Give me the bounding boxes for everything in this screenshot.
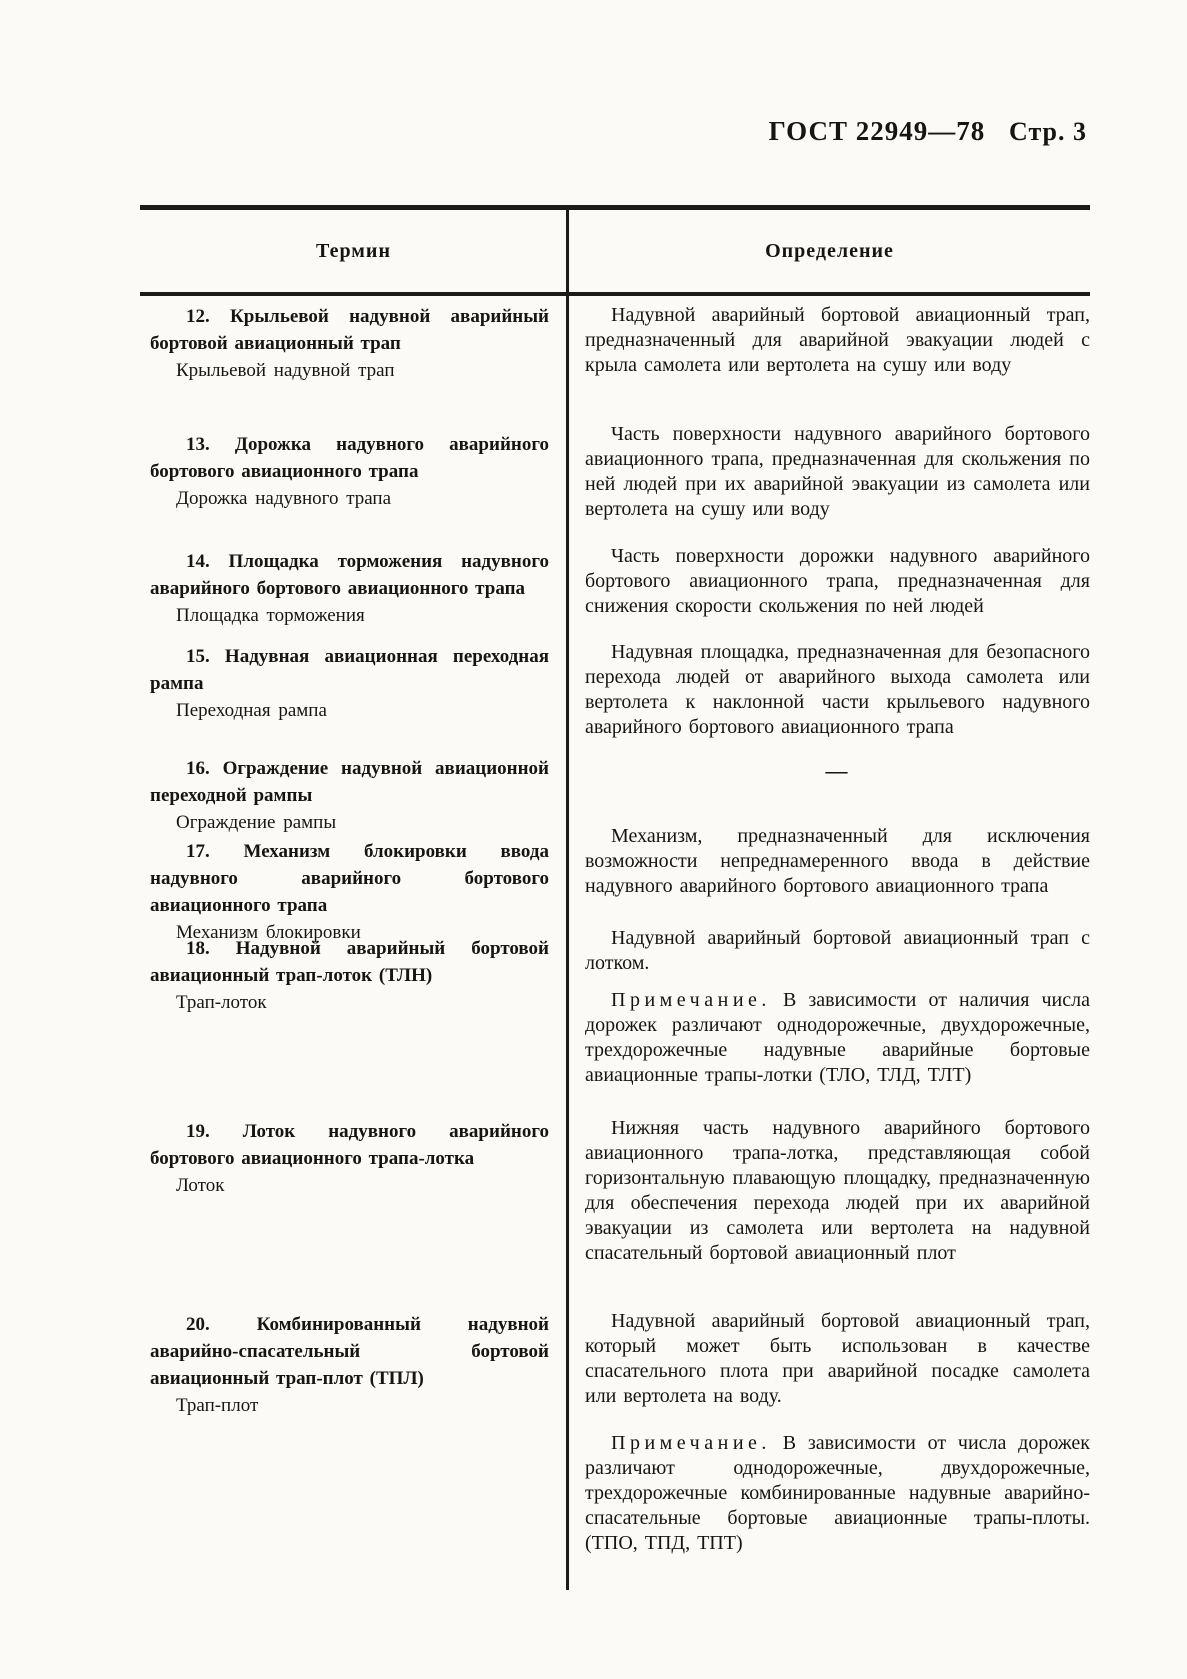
definition-note xyxy=(585,988,1090,1088)
definition-cell-14 xyxy=(585,544,1090,619)
term-name: Надувная авиационная переходная рампа xyxy=(150,646,549,694)
header-separator xyxy=(140,292,1090,296)
term-name: Механизм блокировки ввода надувного аварийного бортового авиационного трапа xyxy=(150,841,549,916)
term-short-form: Механизм блокировки xyxy=(176,922,361,943)
term-number: 20. xyxy=(186,1314,210,1335)
term-name: Крыльевой надувной аварийный бортовой авиационный трап xyxy=(150,306,550,354)
term-number: 18. xyxy=(186,938,210,959)
column-header-definition: Определение xyxy=(765,239,894,262)
definition-text: Надувной аварийный бортовой авиационный трап с лотком. xyxy=(585,927,1090,974)
term-name: Дорожка надувного аварийного бортового авиационного трапа xyxy=(150,434,549,482)
definition-text: Часть поверхности дорожки надувного аварийного бортового авиационного трапа, предназначенная для снижения скорости скольжения по ней людей xyxy=(585,545,1090,617)
definition-text: Надувная площадка, предназначенная для безопасного перехода людей от аварийного выхода самолета или вертолета к наклонной части крыльевого надувного аварийного бортового авиационного трапа xyxy=(585,641,1090,738)
definition-cell-12 xyxy=(585,303,1090,378)
definition-cell-15 xyxy=(585,640,1090,740)
term-short-form: Площадка торможения xyxy=(176,605,365,626)
page-header xyxy=(769,116,1087,147)
term-title xyxy=(150,1311,549,1392)
term-short-form: Лоток xyxy=(176,1175,225,1196)
definition-cell-20 xyxy=(585,1309,1090,1556)
definition-text: Нижняя часть надувного аварийного бортового авиационного трапа-лотка, представляющая собой горизонтальную плавающую площадку, предназначенную для обеспечения перехода людей при их аварийной эвакуации из самолета или вертолета на надувной спасательный бортовой авиационный плот xyxy=(585,1117,1090,1264)
term-short-form: Трап-плот xyxy=(176,1395,259,1416)
definition-note xyxy=(585,1431,1090,1556)
term-short-form: Трап-лоток xyxy=(176,992,267,1013)
term-cell-19 xyxy=(140,1118,567,1199)
term-short-form: Дорожка надувного трапа xyxy=(176,488,392,509)
note-label: Примечание. xyxy=(611,1432,771,1454)
term-title xyxy=(150,935,549,989)
term-title xyxy=(150,431,549,485)
term-name: Комбинированный надувной аварийно-спасательный бортовой авиационный трап-плот (ТПЛ) xyxy=(150,1314,549,1389)
note-label: Примечание. xyxy=(611,989,771,1011)
term-short-form: Переходная рампа xyxy=(176,700,327,721)
definition-text: Механизм, предназначенный для исключения возможности непреднамеренного ввода в действие надувного аварийного бортового авиационного трапа xyxy=(585,825,1090,897)
definition-cell-13 xyxy=(585,422,1090,522)
term-short-form: Ограждение рампы xyxy=(176,812,337,833)
definition-cell-16: — xyxy=(825,758,850,783)
term-cell-14 xyxy=(140,548,567,629)
term-title xyxy=(150,548,549,602)
term-number: 14. xyxy=(186,551,210,572)
term-cell-15 xyxy=(140,643,567,724)
definition-text: Надувной аварийный бортовой авиационный трап, предназначенный для аварийной эвакуации людей с крыла самолета или вертолета на сушу или воду xyxy=(585,304,1090,376)
term-cell-12 xyxy=(140,303,567,384)
terms-table xyxy=(140,205,1090,1670)
definition-cell-17 xyxy=(585,824,1090,899)
term-name: Лоток надувного аварийного бортового авиационного трапа-лотка xyxy=(150,1121,549,1169)
term-number: 16. xyxy=(186,758,210,779)
term-title xyxy=(150,643,549,697)
term-title xyxy=(150,838,549,919)
term-cell-13 xyxy=(140,431,567,512)
page-number: Стр. 3 xyxy=(1009,117,1087,146)
term-number: 15. xyxy=(186,646,210,667)
term-cell-16 xyxy=(140,755,567,836)
term-title xyxy=(150,755,549,809)
term-name: Ограждение надувной авиационной переходной рампы xyxy=(150,758,550,806)
term-name: Площадка торможения надувного аварийного бортового авиационного трапа xyxy=(150,551,550,599)
term-title xyxy=(150,1118,549,1172)
note-text: В зависимости от числа дорожек различают однодорожечные, двухдорожечные, трехдорожечные комбинированные надувные аварийно-спасательные бортовые авиационные трапы-плоты. (ТПО, ТПД, ТПТ) xyxy=(585,1432,1090,1554)
standard-number: ГОСТ 22949—78 xyxy=(768,116,986,146)
term-number: 19. xyxy=(186,1121,210,1142)
term-cell-17 xyxy=(140,838,567,946)
definition-cell-19 xyxy=(585,1116,1090,1266)
term-number: 17. xyxy=(186,841,210,862)
column-header-term: Термин xyxy=(316,239,391,262)
definition-text: Надувной аварийный бортовой авиационный трап, который может быть использован в качестве спасательного плота при аварийной посадке самолета или вертолета на воду. xyxy=(585,1310,1090,1407)
term-cell-20 xyxy=(140,1311,567,1419)
term-number: 12. xyxy=(186,306,210,327)
term-cell-18 xyxy=(140,935,567,1016)
term-short-form: Крыльевой надувной трап xyxy=(176,360,395,381)
definition-cell-18 xyxy=(585,926,1090,1088)
term-title xyxy=(150,303,549,357)
term-number: 13. xyxy=(186,434,210,455)
definition-text: Часть поверхности надувного аварийного бортового авиационного трапа, предназначенная для скольжения по ней людей при их аварийной эвакуации из самолета или вертолета на сушу или воду xyxy=(585,423,1090,520)
term-name: Надувной аварийный бортовой авиационный трап-лоток (ТЛН) xyxy=(150,938,549,986)
note-text: В зависимости от наличия числа дорожек различают однодорожечные, двухдорожечные, трехдорожечные надувные аварийные бортовые авиационные трапы-лотки (ТЛО, ТЛД, ТЛТ) xyxy=(585,989,1090,1086)
